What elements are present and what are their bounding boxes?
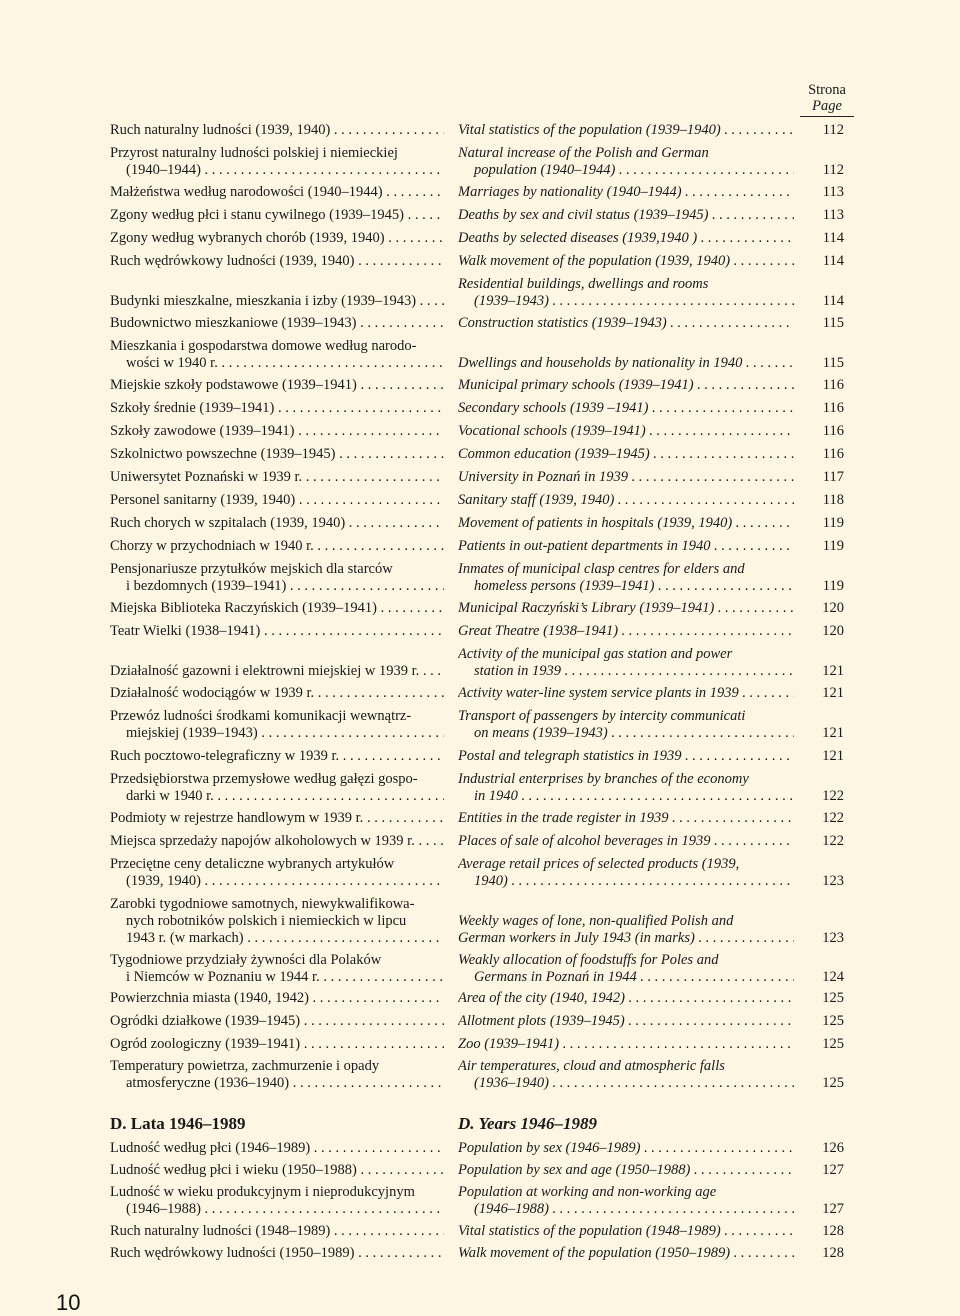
entry-title-en-line: Postal and telegraph statistics in 1939 . . .: [458, 748, 794, 765]
entry-page-number: 127: [822, 1201, 844, 1217]
entry-title-pl: [110, 400, 444, 417]
entry-title-pl: [110, 469, 444, 486]
entry-title-pl: [110, 1223, 444, 1240]
entry-title-pl: [110, 253, 444, 270]
entry-title-en: [458, 748, 794, 765]
entry-title-en-line: Entities in the trade register in 1939 . . .: [458, 810, 794, 827]
entry-title-en-line: Population at working and non-working age: [458, 1184, 717, 1200]
entry-title-en-line: Average retail prices of selected products (1939,: [458, 856, 740, 872]
entry-title-pl-line: Ludność w wieku produkcyjnym i nieprodukcyjnym: [110, 1184, 415, 1200]
entry-title-pl: [110, 856, 444, 890]
entry-title-en: [458, 446, 794, 463]
entry-title-pl-line: Przedsiębiorstwa przemysłowe według gałęzi gospo-: [110, 771, 418, 787]
entry-title-en-line: Marriages by nationality (1940–1944) . . .: [458, 184, 794, 201]
entry-title-pl-line: Przeciętne ceny detaliczne wybranych artykułów: [110, 856, 395, 872]
entry-title-pl-line: Ogród zoologiczny (1939–1941) . . .: [110, 1036, 444, 1053]
entry-page-number: 113: [822, 184, 844, 200]
entry-page-number: 116: [822, 377, 844, 393]
entry-title-en: [458, 538, 794, 555]
entry-title-pl-line: Podmioty w rejestrze handlowym w 1939 r. . . .: [110, 810, 444, 827]
entry-page-number: 112: [822, 162, 844, 178]
entry-title-pl: [110, 315, 444, 332]
entry-title-pl-line: Działalność gazowni i elektrowni miejskiej w 1939 r. . . .: [110, 663, 444, 680]
entry-page-number: 116: [822, 423, 844, 439]
entry-title-en: [458, 469, 794, 486]
entry-title-en-line: Great Theatre (1938–1941) . . .: [458, 623, 794, 640]
entry-title-pl: [110, 1013, 444, 1030]
entry-title-en-line: [458, 896, 794, 913]
entry-page-number: 121: [822, 748, 844, 764]
entry-title-en: [458, 810, 794, 827]
entry-page-number: 128: [822, 1245, 844, 1261]
entry-title-pl: [110, 1245, 444, 1262]
entry-title-en-line: Zoo (1939–1941) . . .: [458, 1036, 794, 1053]
entry-title-en-line: station in 1939 . . .: [458, 663, 794, 680]
entry-page-number: 121: [822, 663, 844, 679]
entry-title-pl-line: Budynki mieszkalne, mieszkania i izby (1939–1943) . . .: [110, 293, 444, 310]
entry-title-pl-line: [110, 276, 444, 293]
header-en: Page: [812, 98, 842, 114]
entry-title-en: [458, 600, 794, 617]
header-pl: Strona: [808, 82, 846, 98]
entry-page-number: 123: [822, 873, 844, 889]
entry-title-pl-line: (1940–1944) . . .: [110, 162, 444, 179]
entry-title-en-line: Municipal primary schools (1939–1941) . . .: [458, 377, 794, 394]
entry-title-pl-line: Ludność według płci i wieku (1950–1988) . . .: [110, 1162, 444, 1179]
entry-title-en: [458, 896, 794, 947]
entry-title-en: [458, 400, 794, 417]
entry-title-pl-line: miejskiej (1939–1943) . . .: [110, 725, 444, 742]
entry-title-pl-line: Ruch pocztowo-telegraficzny w 1939 r. . . .: [110, 748, 444, 765]
entry-title-pl: [110, 1036, 444, 1053]
entry-title-pl: [110, 1184, 444, 1218]
entry-title-en-line: Allotment plots (1939–1945) . . .: [458, 1013, 794, 1030]
entry-title-pl-line: Miejska Biblioteka Raczyńskich (1939–1941) . . .: [110, 600, 444, 617]
entry-title-pl: [110, 515, 444, 532]
entry-title-pl-line: Personel sanitarny (1939, 1940) . . .: [110, 492, 444, 509]
entry-title-en: [458, 623, 794, 640]
entry-title-pl-line: Szkoły średnie (1939–1941) . . .: [110, 400, 444, 417]
entry-title-en: [458, 315, 794, 332]
entry-title-pl: [110, 833, 444, 850]
entry-title-pl: [110, 896, 444, 947]
entry-page-number: 113: [822, 207, 844, 223]
entry-title-pl-line: atmosferyczne (1936–1940) . . .: [110, 1075, 444, 1092]
entry-title-en: [458, 561, 794, 595]
entry-page-number: 121: [822, 685, 844, 701]
entry-title-pl: [110, 810, 444, 827]
entry-title-pl-line: nych robotników polskich i niemieckich w lipcu: [126, 913, 407, 929]
entry-title-pl: [110, 184, 444, 201]
entry-title-pl-line: Przyrost naturalny ludności polskiej i niemieckiej: [110, 145, 398, 161]
entry-title-en-line: Deaths by sex and civil status (1939–1945) . . .: [458, 207, 794, 224]
entry-page-number: 123: [822, 930, 844, 946]
entry-title-en-line: Patients in out-patient departments in 1940 . . .: [458, 538, 794, 555]
entry-title-pl: [110, 145, 444, 179]
entry-title-pl-line: Ruch chorych w szpitalach (1939, 1940) . . .: [110, 515, 444, 532]
entry-title-en-line: Area of the city (1940, 1942) . . .: [458, 990, 794, 1007]
entry-page-number: 122: [822, 810, 844, 826]
entry-page-number: 114: [822, 230, 844, 246]
entry-title-pl: [110, 276, 444, 310]
entry-title-en-line: Weekly wages of lone, non-qualified Polish and: [458, 913, 734, 929]
entry-title-en-line: Activity water-line system service plants in 1939 . . .: [458, 685, 794, 702]
entry-title-en: [458, 253, 794, 270]
entry-title-pl-line: i bezdomnych (1939–1941) . . .: [110, 578, 444, 595]
entry-title-en: [458, 685, 794, 702]
entry-page-number: 128: [822, 1223, 844, 1239]
entry-title-pl-line: [110, 646, 444, 663]
entry-title-pl-line: Teatr Wielki (1938–1941) . . .: [110, 623, 444, 640]
entry-page-number: 118: [822, 492, 844, 508]
entry-title-pl-line: wości w 1940 r. . . .: [110, 355, 444, 372]
entry-title-en-line: in 1940 . . .: [458, 788, 794, 805]
entry-page-number: 120: [822, 623, 844, 639]
entry-title-en-line: Residential buildings, dwellings and rooms: [458, 276, 709, 292]
entry-title-en: [458, 708, 794, 742]
entry-page-number: 115: [822, 355, 844, 371]
entry-title-en-line: Natural increase of the Polish and German: [458, 145, 709, 161]
entry-title-en: [458, 423, 794, 440]
entry-title-en-line: Walk movement of the population (1950–1989) . . .: [458, 1245, 794, 1262]
entry-title-pl: [110, 492, 444, 509]
entry-page-number: 117: [822, 469, 844, 485]
section-title-pl: D. Lata 1946–1989: [110, 1114, 246, 1133]
entry-title-en-line: 1940) . . .: [458, 873, 794, 890]
entry-title-en-line: Secondary schools (1939 –1941) . . .: [458, 400, 794, 417]
entry-title-pl: [110, 423, 444, 440]
entry-title-en: [458, 990, 794, 1007]
entry-title-pl: [110, 748, 444, 765]
entry-title-pl: [110, 1058, 444, 1092]
entry-page-number: 119: [822, 515, 844, 531]
entry-title-pl-line: i Niemców w Poznaniu w 1944 r. . . .: [110, 969, 444, 986]
entry-title-en: [458, 771, 794, 805]
entry-title-en: [458, 833, 794, 850]
entry-title-en: [458, 1058, 794, 1092]
entry-page-number: 126: [822, 1140, 844, 1156]
entry-title-en-line: Walk movement of the population (1939, 1940) . . .: [458, 253, 794, 270]
entry-title-en-line: Vital statistics of the population (1948–1989) . . .: [458, 1223, 794, 1240]
entry-title-en: [458, 1140, 794, 1157]
entry-title-en-line: Deaths by selected diseases (1939,1940 ) . . .: [458, 230, 794, 247]
entry-title-pl-line: (1946–1988) . . .: [110, 1201, 444, 1218]
entry-title-pl: [110, 538, 444, 555]
entry-title-en-line: Places of sale of alcohol beverages in 1939 . . .: [458, 833, 794, 850]
entry-title-pl-line: darki w 1940 r. . . .: [110, 788, 444, 805]
entry-title-pl-line: Działalność wodociągów w 1939 r. . . .: [110, 685, 444, 702]
entry-title-pl: [110, 990, 444, 1007]
entry-title-pl: [110, 338, 444, 372]
entry-title-en: [458, 856, 794, 890]
entry-page-number: 125: [822, 1036, 844, 1052]
entry-title-en-line: University in Poznań in 1939 . . .: [458, 469, 794, 486]
entry-page-number: 125: [822, 990, 844, 1006]
entry-title-en-line: Activity of the municipal gas station and power: [458, 646, 733, 662]
entry-title-en-line: Sanitary staff (1939, 1940) . . .: [458, 492, 794, 509]
entry-title-pl: [110, 623, 444, 640]
entry-title-pl-line: Ruch wędrówkowy ludności (1950–1989) . . .: [110, 1245, 444, 1262]
entry-page-number: 112: [822, 122, 844, 138]
entry-title-pl-line: 1943 r. (w markach) . . .: [110, 930, 444, 947]
entry-page-number: 127: [822, 1162, 844, 1178]
entry-title-en-line: Dwellings and households by nationality in 1940 . . .: [458, 355, 794, 372]
entry-title-pl-line: Ludność według płci (1946–1989) . . .: [110, 1140, 444, 1157]
entry-title-en-line: (1946–1988) . . .: [458, 1201, 794, 1218]
entry-title-pl: [110, 446, 444, 463]
entry-title-en-line: homeless persons (1939–1941) . . .: [458, 578, 794, 595]
entry-title-pl-line: Temperatury powietrza, zachmurzenie i opady: [110, 1058, 380, 1074]
entry-page-number: 116: [822, 400, 844, 416]
section-title-en: D. Years 1946–1989: [458, 1114, 597, 1133]
entry-title-en-line: Industrial enterprises by branches of the economy: [458, 771, 749, 787]
entry-title-pl: [110, 561, 444, 595]
entry-title-pl-line: Pensjonariusze przytułków mejskich dla starców: [110, 561, 393, 577]
entry-title-en-line: Vital statistics of the population (1939–1940) . . .: [458, 122, 794, 139]
entry-title-en-line: (1939–1943) . . .: [458, 293, 794, 310]
entry-title-pl: [110, 1162, 444, 1179]
entry-title-en: [458, 1245, 794, 1262]
entry-title-en: [458, 1184, 794, 1218]
entry-title-en: [458, 230, 794, 247]
entry-title-en-line: Movement of patients in hospitals (1939, 1940) . . .: [458, 515, 794, 532]
entry-title-pl-line: Ruch naturalny ludności (1948–1989) . . .: [110, 1223, 444, 1240]
entry-title-en-line: Municipal Raczyński’s Library (1939–1941) . . .: [458, 600, 794, 617]
entry-title-pl: [110, 771, 444, 805]
entry-page-number: 121: [822, 725, 844, 741]
entry-page-number: 114: [822, 253, 844, 269]
entry-title-en: [458, 646, 794, 680]
page-number: 10: [56, 1290, 81, 1315]
entry-title-en-line: Population by sex and age (1950–1988) . . .: [458, 1162, 794, 1179]
entry-title-pl: [110, 230, 444, 247]
entry-title-pl-line: (1939, 1940) . . .: [110, 873, 444, 890]
entry-title-en-line: Inmates of municipal clasp centres for elders and: [458, 561, 745, 577]
entry-title-en: [458, 338, 794, 372]
entry-title-en-line: Weakly allocation of foodstuffs for Poles and: [458, 952, 719, 968]
entry-title-pl-line: Chorzy w przychodniach w 1940 r. . . .: [110, 538, 444, 555]
entry-title-pl: [110, 1140, 444, 1157]
entry-page-number: 119: [822, 538, 844, 554]
entry-title-en-line: Transport of passengers by intercity communicati: [458, 708, 746, 724]
entry-title-pl: [110, 122, 444, 139]
entry-page-number: 125: [822, 1075, 844, 1091]
entry-title-pl-line: Szkoły zawodowe (1939–1941) . . .: [110, 423, 444, 440]
entry-title-en: [458, 1223, 794, 1240]
entry-title-en-line: Common education (1939–1945) . . .: [458, 446, 794, 463]
entry-title-pl-line: Przewóz ludności środkami komunikacji wewnątrz-: [110, 708, 412, 724]
entry-title-pl: [110, 708, 444, 742]
entry-title-pl: [110, 207, 444, 224]
entry-page-number: 115: [822, 315, 844, 331]
entry-title-pl-line: Budownictwo mieszkaniowe (1939–1943) . . .: [110, 315, 444, 332]
entry-title-en: [458, 1162, 794, 1179]
entry-title-pl-line: Małżeństwa według narodowości (1940–1944) . . .: [110, 184, 444, 201]
entry-title-en: [458, 184, 794, 201]
page-column-header: [800, 82, 854, 117]
entry-title-en-line: Population by sex (1946–1989) . . .: [458, 1140, 794, 1157]
entry-title-en: [458, 1036, 794, 1053]
entry-title-en: [458, 122, 794, 139]
entry-page-number: 122: [822, 833, 844, 849]
entry-page-number: 114: [822, 293, 844, 309]
entry-title-en: [458, 515, 794, 532]
entry-title-pl: [110, 685, 444, 702]
entry-title-pl-line: Mieszkania i gospodarstwa domowe według narodo-: [110, 338, 417, 354]
entry-title-en-line: [458, 338, 794, 355]
entry-page-number: 119: [822, 578, 844, 594]
entry-title-pl-line: Ogródki działkowe (1939–1945) . . .: [110, 1013, 444, 1030]
entry-title-pl-line: Miejskie szkoły podstawowe (1939–1941) . . .: [110, 377, 444, 394]
entry-title-en-line: German workers in July 1943 (in marks) . . .: [458, 930, 794, 947]
entry-title-pl-line: Zarobki tygodniowe samotnych, niewykwalifikowa-: [110, 896, 415, 912]
entry-title-en: [458, 492, 794, 509]
entry-title-pl-line: Zgony według wybranych chorób (1939, 1940) . . .: [110, 230, 444, 247]
entry-title-en: [458, 145, 794, 179]
entry-page-number: 124: [822, 969, 844, 985]
entry-title-pl-line: Uniwersytet Poznański w 1939 r. . . .: [110, 469, 444, 486]
entry-page-number: 122: [822, 788, 844, 804]
entry-title-en: [458, 1013, 794, 1030]
entry-title-pl-line: Ruch naturalny ludności (1939, 1940) . . .: [110, 122, 444, 139]
entry-title-pl: [110, 600, 444, 617]
entry-title-en-line: Air temperatures, cloud and atmospheric falls: [458, 1058, 725, 1074]
entry-title-pl: [110, 646, 444, 680]
entry-title-pl-line: Zgony według płci i stanu cywilnego (1939–1945) . . .: [110, 207, 444, 224]
entry-title-en-line: (1936–1940) . . .: [458, 1075, 794, 1092]
entry-page-number: 120: [822, 600, 844, 616]
entry-title-en-line: Germans in Poznań in 1944 . . .: [458, 969, 794, 986]
entry-title-en: [458, 377, 794, 394]
entry-title-pl: [110, 952, 444, 986]
entry-title-en-line: population (1940–1944) . . .: [458, 162, 794, 179]
entry-title-pl-line: Miejsca sprzedaży napojów alkoholowych w 1939 r. . . .: [110, 833, 444, 850]
entry-title-en: [458, 952, 794, 986]
entry-page-number: 125: [822, 1013, 844, 1029]
entry-title-en-line: Vocational schools (1939–1941) . . .: [458, 423, 794, 440]
entry-title-pl-line: Powierzchnia miasta (1940, 1942) . . .: [110, 990, 444, 1007]
entry-title-pl-line: Tygodniowe przydziały żywności dla Polaków: [110, 952, 382, 968]
entry-title-en-line: Construction statistics (1939–1943) . . .: [458, 315, 794, 332]
entry-title-en: [458, 207, 794, 224]
entry-title-pl-line: Szkolnictwo powszechne (1939–1945) . . .: [110, 446, 444, 463]
entry-page-number: 116: [822, 446, 844, 462]
entry-title-pl-line: Ruch wędrówkowy ludności (1939, 1940) . . .: [110, 253, 444, 270]
entry-title-pl: [110, 377, 444, 394]
entry-title-en-line: on means (1939–1943) . . .: [458, 725, 794, 742]
entry-title-en: [458, 276, 794, 310]
